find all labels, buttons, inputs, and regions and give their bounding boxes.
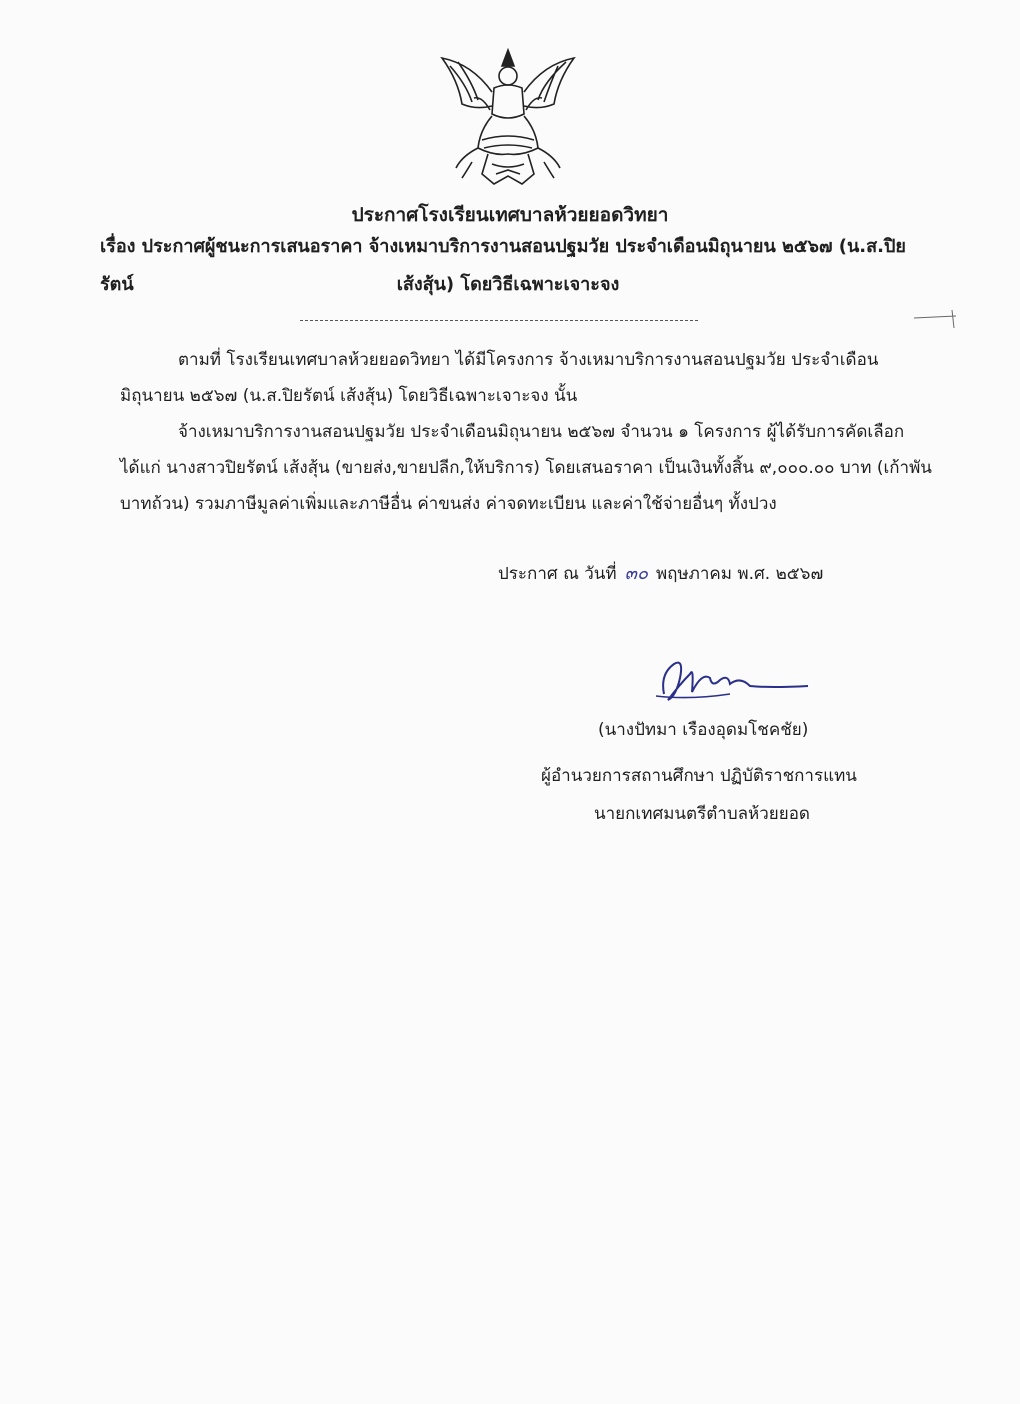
document-title: ประกาศโรงเรียนเทศบาลห้วยยอดวิทยา — [351, 204, 669, 226]
subject-line-1: เรื่อง ประกาศผู้ชนะการเสนอราคา จ้างเหมาบริการงานสอนปฐมวัย ประจำเดือนมิถุนายน ๒๕๖๗ (น.ส.ปิยรัตน์ — [100, 236, 906, 295]
date-month-year: พฤษภาคม พ.ศ. ๒๕๖๗ — [655, 564, 824, 584]
paragraph-2-line-1: จ้างเหมาบริการงานสอนปฐมวัย ประจำเดือนมิถุนายน ๒๕๖๗ จำนวน ๑ โครงการ ผู้ได้รับการคัดเลือก — [178, 422, 905, 442]
signatory-position-2: นายกเทศมนตรีตำบลห้วยยอด — [594, 804, 810, 824]
paragraph-1-line-2: มิถุนายน ๒๕๖๗ (น.ส.ปิยรัตน์ เส้งสุ้น) โดยวิธีเฉพาะเจาะจง นั้น — [120, 386, 578, 406]
date-day-handwritten: ๓๐ — [624, 563, 648, 584]
paragraph-1-line-1: ตามที่ โรงเรียนเทศบาลห้วยยอดวิทยา ได้มีโครงการ จ้างเหมาบริการงานสอนปฐมวัย ประจำเดือน — [178, 350, 879, 370]
signatory-position-1: ผู้อำนวยการสถานศึกษา ปฏิบัติราชการแทน — [541, 766, 857, 786]
signature — [650, 644, 810, 714]
date-prefix: ประกาศ ณ วันที่ — [498, 564, 617, 584]
paragraph-2-line-3: บาทถ้วน) รวมภาษีมูลค่าเพิ่มและภาษีอื่น ค่าขนส่ง ค่าจดทะเบียน และค่าใช้จ่ายอื่นๆ ทั้งปวง — [120, 494, 777, 514]
announcement-date — [498, 558, 823, 587]
divider — [300, 320, 698, 321]
scan-mark — [912, 306, 962, 330]
signatory-name: (นางปัทมา เรืองอุดมโชคชัย) — [598, 720, 809, 740]
garuda-emblem — [432, 44, 584, 190]
paragraph-2-line-2: ได้แก่ นางสาวปิยรัตน์ เส้งสุ้น (ขายส่ง,ขายปลีก,ให้บริการ) โดยเสนอราคา เป็นเงินทั้งสิ้น ๙,๐๐๐.๐๐ บาท (เก้าพัน — [120, 458, 932, 478]
subject-line-2: เส้งสุ้น) โดยวิธีเฉพาะเจาะจง — [396, 274, 620, 295]
